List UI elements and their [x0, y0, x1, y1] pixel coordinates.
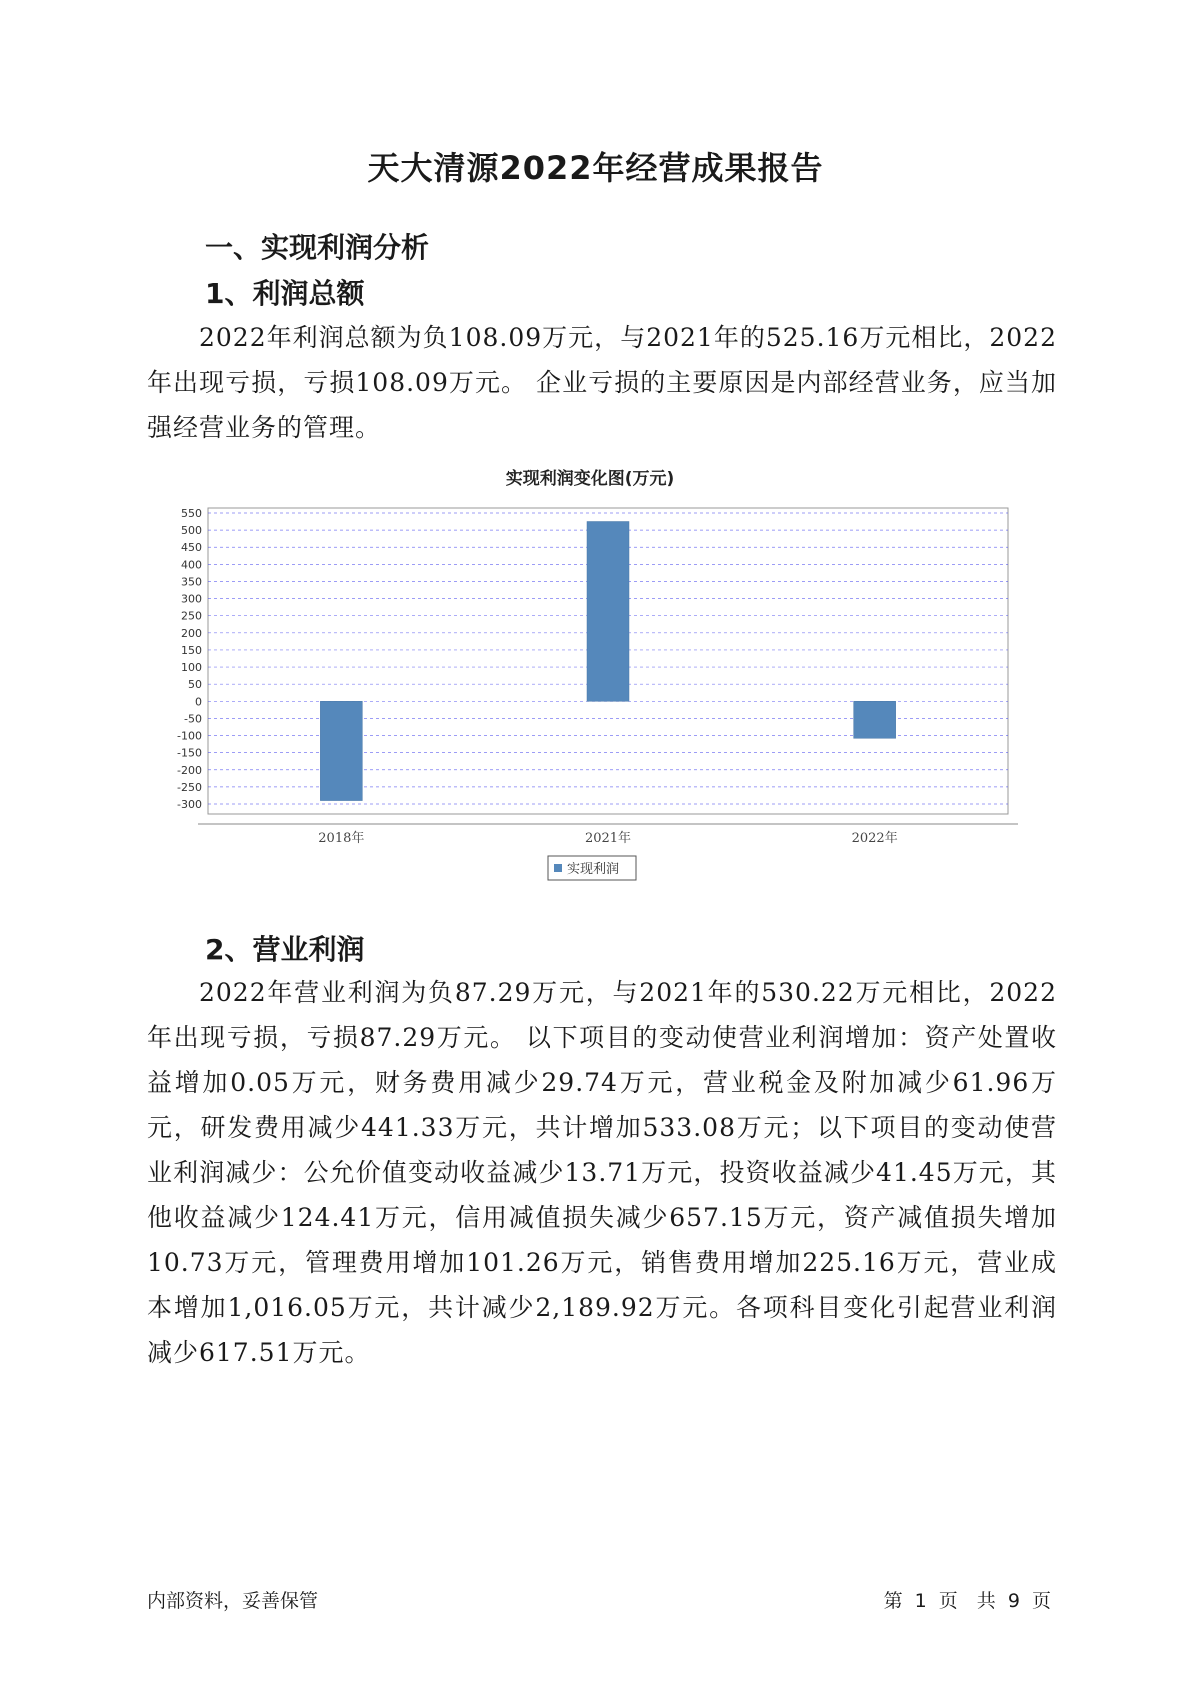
y-tick-label: 300 — [181, 592, 202, 606]
bar — [587, 522, 629, 702]
page-prefix: 第 — [883, 1590, 903, 1612]
y-tick-label: 500 — [181, 524, 202, 538]
y-tick-label: 100 — [181, 661, 202, 675]
total-profit-paragraph: 2022年利润总额为负108.09万元，与2021年的525.16万元相比，2022年出现亏损，亏损108.09万元。 企业亏损的主要原因是内部经营业务，应当加强经营业务的管理。 — [147, 323, 1057, 442]
bar — [320, 701, 362, 800]
y-tick-label: 250 — [181, 609, 202, 623]
y-tick-label: 200 — [181, 626, 202, 640]
section-heading-profit-analysis: 一、实现利润分析 — [205, 231, 430, 264]
subsection-heading-operating-profit: 2、营业利润 — [205, 933, 365, 966]
confidential-note: 内部资料，妥善保管 — [147, 1590, 319, 1612]
y-tick-label: -200 — [177, 763, 202, 777]
page-indicator — [884, 1586, 1051, 1613]
y-tick-label: -50 — [184, 712, 202, 726]
profit-bar-chart — [150, 469, 1030, 958]
page-current: 1 — [914, 1590, 927, 1612]
bar — [854, 701, 896, 738]
y-tick-label: 450 — [181, 541, 202, 555]
page-suffix: 页 — [1031, 1590, 1051, 1612]
y-tick-label: 150 — [181, 643, 202, 657]
subsection-heading-total-profit: 1、利润总额 — [205, 277, 365, 310]
y-tick-label: 350 — [181, 575, 202, 589]
page-mid: 页 共 — [938, 1590, 996, 1612]
x-tick-label: 2021年 — [584, 831, 632, 846]
y-tick-label: -250 — [177, 780, 202, 794]
page-total: 9 — [1007, 1590, 1020, 1612]
y-tick-label: 550 — [181, 507, 202, 520]
y-tick-label: -100 — [177, 729, 202, 743]
legend-label: 实现利润 — [567, 862, 620, 877]
x-tick-label: 2018年 — [318, 831, 365, 846]
x-tick-label: 2022年 — [851, 831, 898, 846]
chart-title: 实现利润变化图(万元) — [505, 469, 675, 489]
operating-profit-paragraph: 2022年营业利润为负87.29万元，与2021年的530.22万元相比，2022年出现亏损，亏损87.29万元。 以下项目的变动使营业利润增加：资产处置收益增加0.05万元，财务费用减少29.74万元，营业税金及附加减少61.96万元，研发费用减少441.33万元，共计增加533.08万元；以下项目的变动使营业利润减少：公允价值变动收益减少13.71万元，投资收益减少41.45万元，其他收益减少124.41万元，信用减值损失减少657.15万元，资产减值损失增加10.73万元，管理费用增加101.26万元，销售费用增加225.16万元，营业成本增加1,016.05万元，共计减少2,189.92万元。各项科目变化引起营业利润减少617.51万元。 — [147, 978, 1057, 1367]
y-tick-label: -150 — [177, 746, 202, 760]
y-tick-label: 400 — [181, 558, 202, 572]
y-tick-label: -300 — [177, 798, 202, 811]
legend-swatch — [554, 864, 562, 872]
y-tick-label: 0 — [195, 695, 202, 709]
y-tick-label: 50 — [188, 678, 202, 692]
page-title: 天大清源2022年经营成果报告 — [367, 149, 824, 187]
